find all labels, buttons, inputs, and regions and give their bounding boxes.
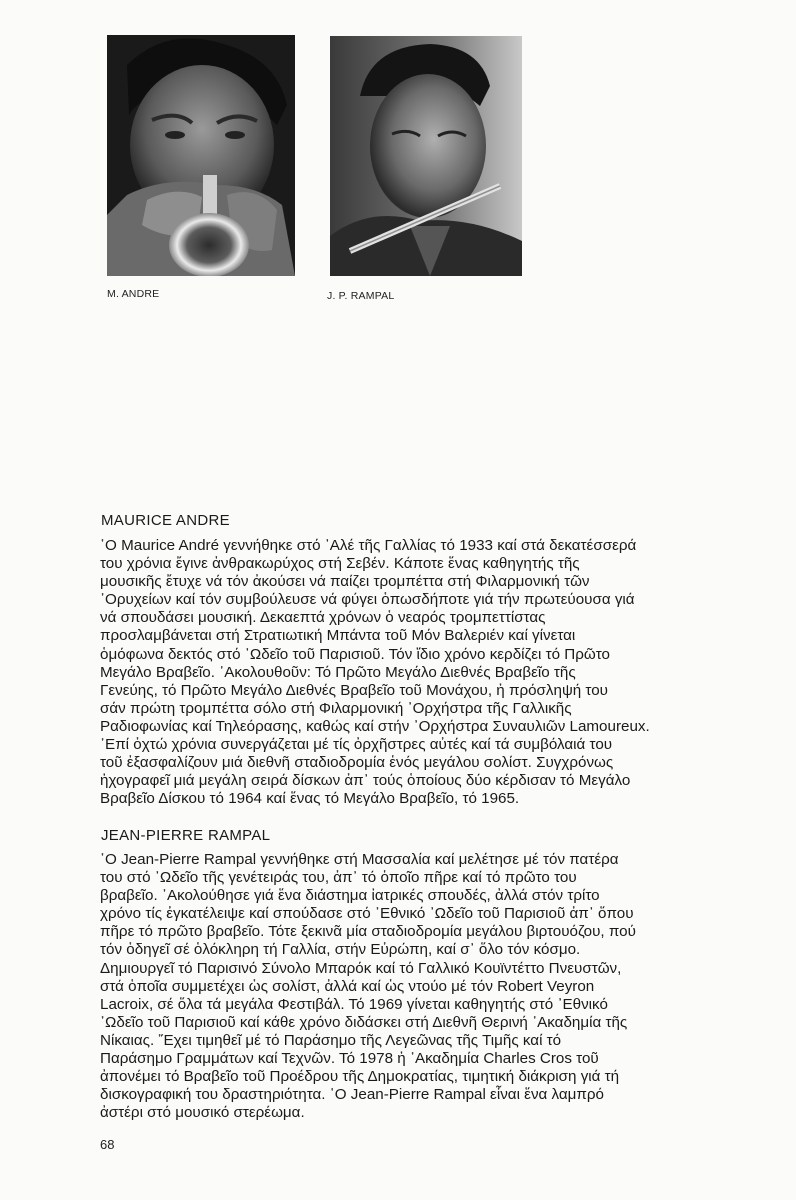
text-line: Βραβεῖο Δίσκου τό 1964 καί ἕνας τό Μεγάλο Βραβεῖο, τό 1965. bbox=[100, 790, 520, 808]
text-line: Δημιουργεῖ τό Παρισινό Σύνολο Μπαρόκ καί τό Γαλλικό Κουϊντέττο Πνευστῶν, bbox=[100, 959, 622, 977]
photo-caption-andre: M. ANDRE bbox=[107, 288, 160, 300]
section-heading-andre: MAURICE ANDRE bbox=[101, 512, 230, 529]
text-line: ᾿Ορυχείων καί τόν συμβούλευσε νά φύγει ὁπωσδήποτε γιά τήν πρωτεύουσα γιά bbox=[100, 591, 635, 609]
text-line: ἀστέρι στό μουσικό στερέωμα. bbox=[100, 1104, 305, 1122]
section-heading-rampal: JEAN-PIERRE RAMPAL bbox=[101, 827, 271, 844]
text-line: βραβεῖο. ᾿Ακολούθησε γιά ἕνα διάστημα ἰατρικές σπουδές, ἀλλά στόν τρίτο bbox=[100, 887, 600, 905]
text-line: ῾Ο Jean-Pierre Rampal γεννήθηκε στή Μασσαλία καί μελέτησε μέ τόν πατέρα bbox=[100, 851, 619, 868]
text-line: δισκογραφική του δραστηριότητα. ῾Ο Jean-Pierre Rampal εἶναι ἕνα λαμπρό bbox=[100, 1086, 604, 1104]
text-line: στά ὁποῖα συμμετέχει ὡς σολίστ, ἀλλά καί ὡς ντούο μέ τόν Robert Veyron bbox=[100, 977, 595, 995]
text-line: ῾Ο Maurice André γεννήθηκε στό ᾿Αλέ τῆς Γαλλίας τό 1933 καί στά δεκατέσσερά bbox=[100, 537, 637, 554]
text-line: ὁμόφωνα δεκτός στό ᾿Ωδεῖο τοῦ Παρισιοῦ. Τόν ἴδιο χρόνο κερδίζει τό Πρῶτο bbox=[100, 645, 610, 663]
biography-paragraph-rampal bbox=[100, 851, 760, 1122]
photo-maurice-andre bbox=[107, 35, 295, 276]
text-line: νά σπουδάσει μουσική. Δεκαεπτά χρόνων ὁ νεαρός τρομπεττίστας bbox=[100, 609, 546, 627]
text-line: του στό ᾿Ωδεῖο τῆς γενέτειράς του, ἀπ᾿ τό ὁποῖο πῆρε καί τό πρῶτο του bbox=[100, 869, 577, 887]
text-line: σάν πρώτη τρομπέττα σόλο στή Φιλαρμονική ᾿Ορχήστρα τῆς Γαλλικῆς bbox=[100, 699, 572, 717]
page-number: 68 bbox=[100, 1137, 115, 1152]
text-line: μουσικῆς ἔτυχε νά τόν ἀκούσει νά παίζει τρομπέττα στή Φιλαρμονική τῶν bbox=[100, 573, 590, 591]
text-line: τόν ὁδηγεῖ σέ ὁλόκληρη τή Γαλλία, στήν Εὐρώπη, καί σ᾿ ὅλο τόν κόσμο. bbox=[100, 941, 581, 959]
photo-jean-pierre-rampal bbox=[330, 36, 522, 276]
text-line: ᾿Επί ὀχτώ χρόνια συνεργάζεται μέ τίς ὀρχῆστρες αὐτές καί τά συμβόλαιά του bbox=[100, 736, 613, 754]
biography-paragraph-andre bbox=[100, 537, 760, 808]
text-line: Lacroix, σέ ὅλα τά μεγάλα Φεστιβάλ. Τό 1969 γίνεται καθηγητής στό ᾿Εθνικό bbox=[100, 995, 608, 1013]
text-line: Γενεύης, τό Πρῶτο Μεγάλο Διεθνές Βραβεῖο τοῦ Μονάχου, ἡ πρόσληψή του bbox=[100, 681, 608, 699]
text-line: του χρόνια ἔγινε ἀνθρακωρύχος στή Σεβέν. Κάποτε ἕνας καθηγητής τῆς bbox=[100, 555, 580, 573]
text-line: Παράσημο Γραμμάτων καί Τεχνῶν. Τό 1978 ἡ ᾿Ακαδημία Charles Cros τοῦ bbox=[100, 1050, 599, 1068]
text-line: Μεγάλο Βραβεῖο. ᾿Ακολουθοῦν: Τό Πρῶτο Μεγάλο Διεθνές Βραβεῖο τῆς bbox=[100, 663, 576, 681]
text-line: ἠχογραφεῖ μιά μεγάλη σειρά δίσκων ἀπ᾿ τούς ὁποίους δύο κέρδισαν τό Μεγάλο bbox=[100, 772, 631, 790]
text-line: ἀπονέμει τό Βραβεῖο τοῦ Προέδρου τῆς Δημοκρατίας, τιμητική διάκριση γιά τή bbox=[100, 1068, 620, 1086]
photo-caption-rampal: J. P. RAMPAL bbox=[327, 290, 395, 302]
text-line: ᾿Ωδεῖο τοῦ Παρισιοῦ καί κάθε χρόνο διδάσκει στή Διεθνῆ Θερινή ᾿Ακαδημία τῆς bbox=[100, 1013, 628, 1031]
text-line: προσλαμβάνεται στή Στρατιωτική Μπάντα τοῦ Μόν Βαλεριέν καί γίνεται bbox=[100, 627, 576, 645]
text-line: χρόνο τίς ἐγκατέλειψε καί σπούδασε στό ᾿Εθνικό ᾿Ωδεῖο τοῦ Παρισιοῦ ἀπ᾿ ὅπου bbox=[100, 905, 634, 923]
text-line: πῆρε τό πρῶτο βραβεῖο. Τότε ξεκινᾶ μία σταδιοδρομία μεγάλου βιρτουόζου, πού bbox=[100, 923, 636, 941]
text-line: Νίκαιας. ῎Εχει τιμηθεῖ μέ τό Παράσημο τῆς Λεγεῶνας τῆς Τιμῆς καί τό bbox=[100, 1031, 562, 1049]
text-line: Ραδιοφωνίας καί Τηλεόρασης, καθώς καί στήν ᾿Ορχήστρα Συναυλιῶν Lamoureux. bbox=[100, 717, 650, 735]
text-line: τοῦ ἐξασφαλίζουν μιά διεθνῆ σταδιοδρομία ἑνός μεγάλου σολίστ. Συγχρόνως bbox=[100, 754, 614, 772]
